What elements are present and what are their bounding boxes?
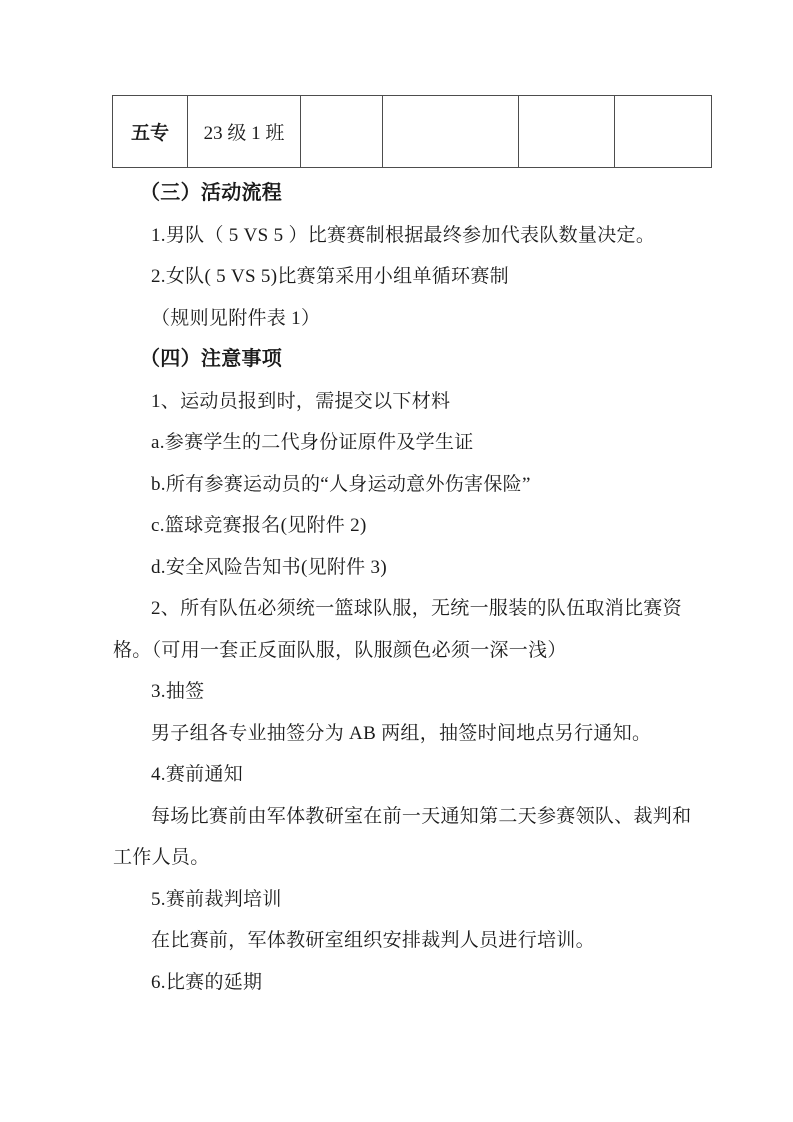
section-heading-3-activity-flow: （三）活动流程 <box>140 182 283 204</box>
text-line-item-b-insurance: b.所有参赛运动员的“人身运动意外伤害保险” <box>151 473 531 495</box>
text-line-draw-heading: 3.抽签 <box>151 681 205 702</box>
table-cell-empty <box>383 96 519 168</box>
text-line-women-format: 2.女队( 5 VS 5)比赛第采用小组单循环赛制 <box>151 266 509 287</box>
text-line-uniform-rule-1: 2、所有队伍必须统一篮球队服，无统一服装的队伍取消比赛资 <box>151 598 682 619</box>
text-line-pregame-notice-heading: 4.赛前通知 <box>151 764 244 785</box>
text-line-postponement-heading: 6.比赛的延期 <box>151 971 263 993</box>
table-cell-empty <box>519 96 615 168</box>
roster-table <box>112 95 712 168</box>
document-body <box>113 173 713 1003</box>
text-line-pregame-notice-1: 每场比赛前由军体教研室在前一天通知第二天参赛领队、裁判和 <box>151 805 692 827</box>
text-line-referee-training-heading: 5.赛前裁判培训 <box>151 888 282 910</box>
text-line-item-a-id-card: a.参赛学生的二代身份证原件及学生证 <box>151 432 474 453</box>
text-line-uniform-rule-2: 格。（可用一套正反面队服，队服颜色必须一深一浅） <box>113 639 567 661</box>
section-heading-4-notes: （四）注意事项 <box>140 348 283 370</box>
text-line-draw-detail: 男子组各专业抽签分为 AB 两组，抽签时间地点另行通知。 <box>151 722 652 744</box>
text-line-referee-training-detail: 在比赛前，军体教研室组织安排裁判人员进行培训。 <box>151 930 595 951</box>
table-cell-empty <box>615 96 712 168</box>
table-cell-grade: 五专 <box>113 96 188 168</box>
text-line-item-d-risk-notice: d.安全风险告知书(见附件 3) <box>151 556 387 578</box>
text-line-rules-appendix: （规则见附件表 1） <box>151 307 321 329</box>
text-line-men-format: 1.男队（ 5 VS 5 ）比赛赛制根据最终参加代表队数量决定。 <box>151 224 656 246</box>
text-line-item-c-registration: c.篮球竞赛报名(见附件 2) <box>151 515 367 536</box>
table-row <box>113 96 712 168</box>
table-cell-empty <box>301 96 383 168</box>
text-line-pregame-notice-2: 工作人员。 <box>113 847 210 868</box>
table-cell-class: 23 级 1 班 <box>188 96 301 168</box>
text-line-checkin-materials: 1、运动员报到时，需提交以下材料 <box>151 390 451 412</box>
